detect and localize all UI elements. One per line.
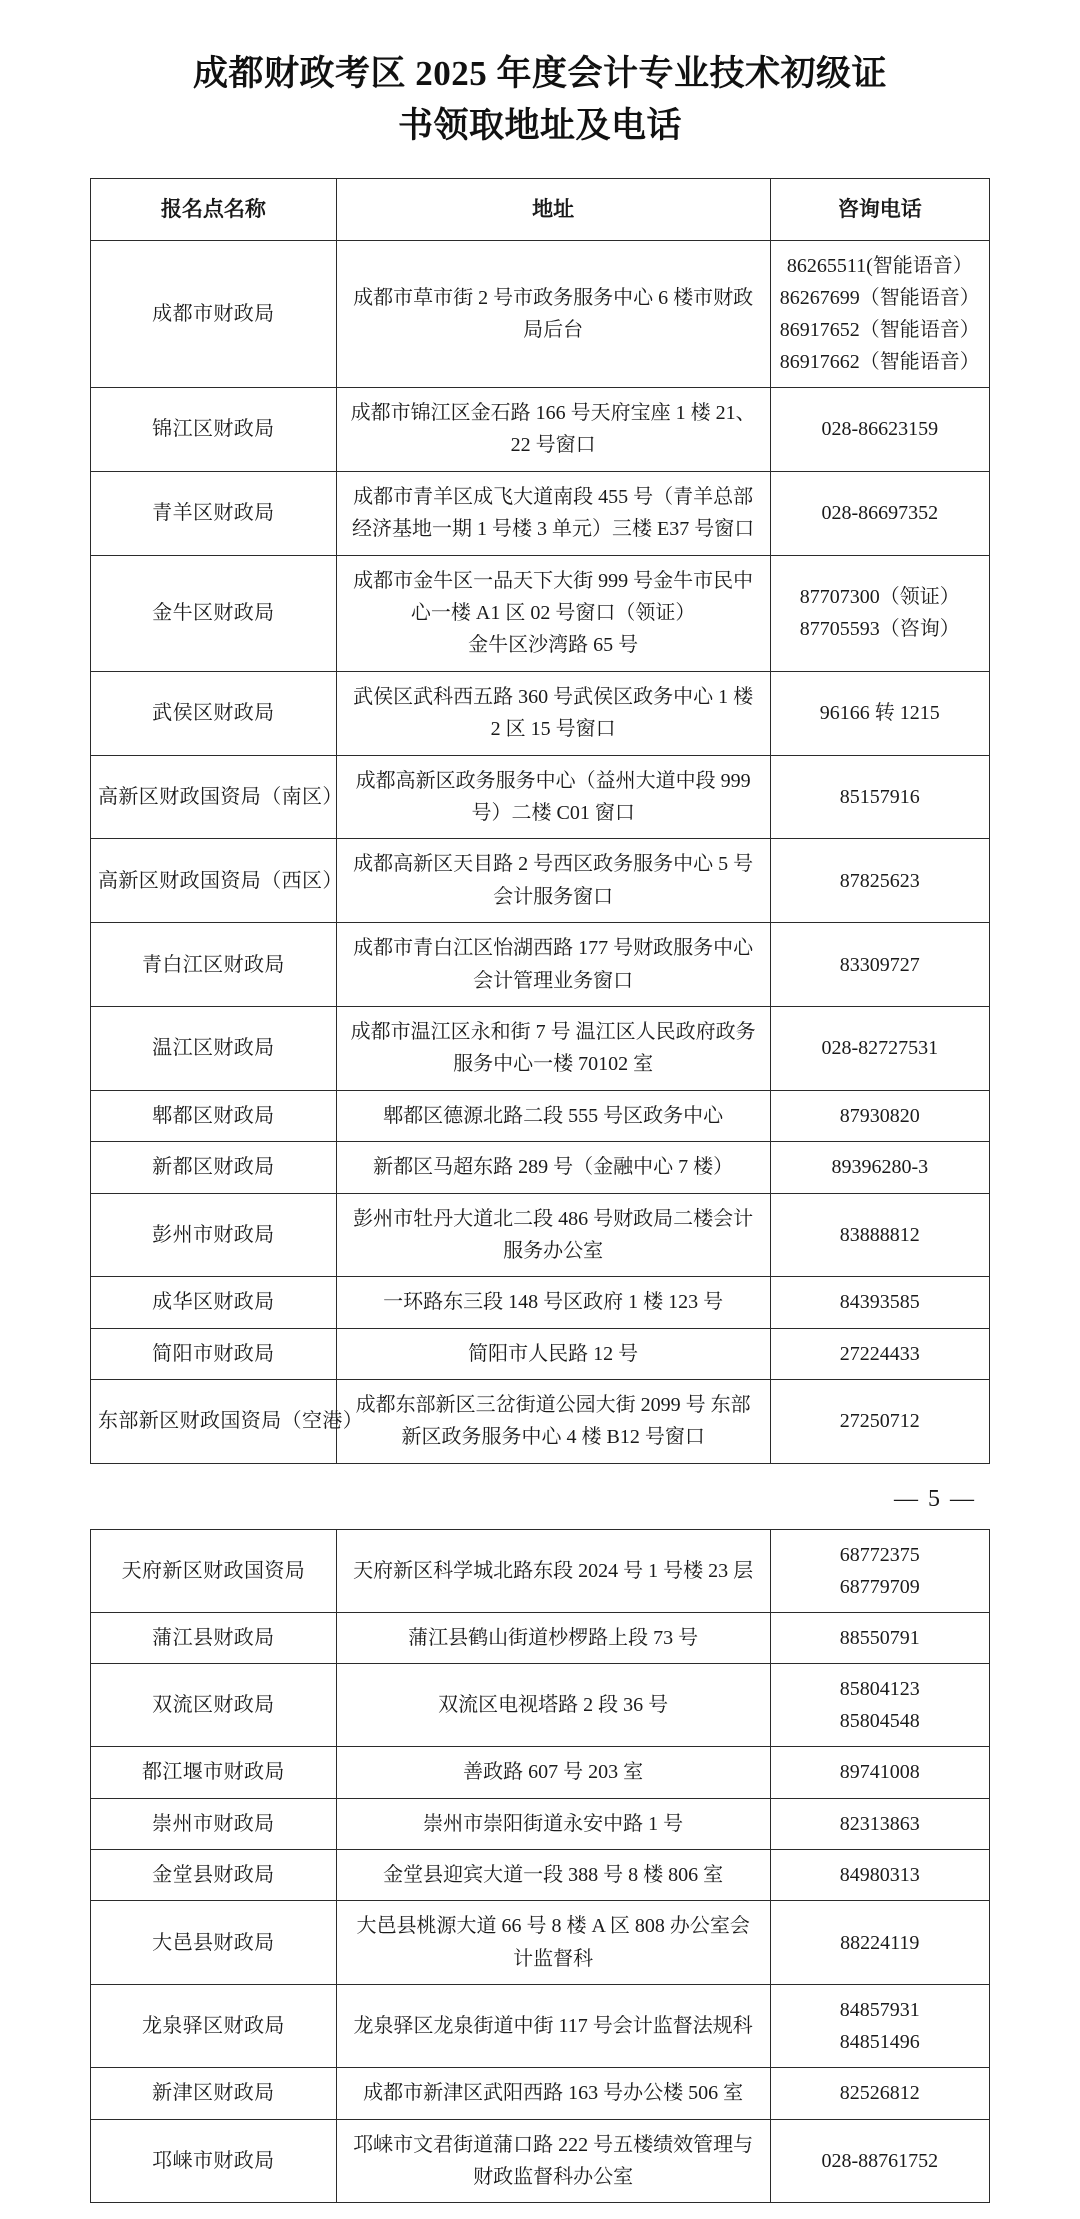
cell-registration-point-name: 邛崃市财政局 <box>91 2119 337 2203</box>
phone-number: 028-86623159 <box>821 418 939 441</box>
cell-registration-point-name: 彭州市财政局 <box>91 1193 337 1277</box>
page-title <box>140 0 940 152</box>
title-line-1: 成都财政考区 2025 年度会计专业技术初级证 <box>192 54 887 93</box>
cell-phone <box>770 1798 989 1849</box>
address-table-part-1-wrapper <box>90 178 990 1464</box>
cell-phone <box>770 1664 989 1747</box>
cell-address: 双流区电视塔路 2 段 36 号 <box>336 1664 770 1747</box>
table-row <box>91 1901 990 1985</box>
phone-number: 028-88761752 <box>821 2149 939 2172</box>
table-row <box>91 1006 990 1090</box>
cell-address: 成都市金牛区一品天下大街 999 号金牛市民中心一楼 A1 区 02 号窗口（领证） 金牛区沙湾路 65 号 <box>336 555 770 671</box>
cell-address: 武侯区武科西五路 360 号武侯区政务中心 1 楼 2 区 15 号窗口 <box>336 671 770 755</box>
cell-phone <box>770 471 989 555</box>
cell-address: 成都市新津区武阳西路 163 号办公楼 506 室 <box>336 2068 770 2119</box>
table-row <box>91 1664 990 1747</box>
cell-address: 新都区马超东路 289 号（金融中心 7 楼） <box>336 1142 770 1193</box>
cell-address: 龙泉驿区龙泉街道中街 117 号会计监督法规科 <box>336 1985 770 2068</box>
page-number: — 5 — <box>894 1485 976 1512</box>
cell-registration-point-name: 金牛区财政局 <box>91 555 337 671</box>
phone-number: 82526812 <box>839 2082 920 2105</box>
cell-address: 成都高新区政务服务中心（益州大道中段 999 号）二楼 C01 窗口 <box>336 755 770 839</box>
table-row <box>91 2119 990 2203</box>
column-header-phone: 咨询电话 <box>770 178 989 241</box>
phone-number: 89396280-3 <box>831 1156 929 1179</box>
cell-registration-point-name: 双流区财政局 <box>91 1664 337 1747</box>
cell-registration-point-name: 蒲江县财政局 <box>91 1612 337 1663</box>
cell-address: 蒲江县鹤山街道杪椤路上段 73 号 <box>336 1612 770 1663</box>
table-row <box>91 388 990 472</box>
phone-number: 028-86697352 <box>821 502 939 525</box>
cell-registration-point-name: 高新区财政国资局（西区） <box>91 839 337 923</box>
table-row <box>91 671 990 755</box>
phone-number: 88224119 <box>840 1931 920 1954</box>
phone-number: 84980313 <box>839 1864 920 1887</box>
table-row <box>91 1328 990 1379</box>
cell-registration-point-name: 高新区财政国资局（南区） <box>91 755 337 839</box>
cell-phone <box>770 241 989 388</box>
cell-phone <box>770 1193 989 1277</box>
cell-address: 崇州市崇阳街道永安中路 1 号 <box>336 1798 770 1849</box>
cell-phone <box>770 388 989 472</box>
cell-address: 简阳市人民路 12 号 <box>336 1328 770 1379</box>
phone-number: 68772375 <box>839 1543 920 1566</box>
cell-phone <box>770 755 989 839</box>
phone-number: 87930820 <box>839 1104 920 1127</box>
phone-number: 87707300（领证） <box>799 586 960 609</box>
cell-address: 成都市草市街 2 号市政务服务中心 6 楼市财政局后台 <box>336 241 770 388</box>
cell-phone <box>770 1901 989 1985</box>
cell-registration-point-name: 崇州市财政局 <box>91 1798 337 1849</box>
cell-registration-point-name: 天府新区财政国资局 <box>91 1529 337 1612</box>
table-row <box>91 1985 990 2068</box>
phone-number: 86917652（智能语音） <box>779 319 980 342</box>
table-row <box>91 1850 990 1901</box>
cell-registration-point-name: 简阳市财政局 <box>91 1328 337 1379</box>
table-body-part-2 <box>91 1529 990 2203</box>
table-row <box>91 1277 990 1328</box>
cell-address: 成都东部新区三岔街道公园大街 2099 号 东部新区政务服务中心 4 楼 B12 号窗口 <box>336 1380 770 1464</box>
cell-registration-point-name: 成都市财政局 <box>91 241 337 388</box>
table-row <box>91 2068 990 2119</box>
cell-phone <box>770 1529 989 1612</box>
cell-phone <box>770 839 989 923</box>
table-body-part-1 <box>91 241 990 1464</box>
column-header-name: 报名点名称 <box>91 178 337 241</box>
phone-number: 85157916 <box>839 786 920 808</box>
table-row <box>91 471 990 555</box>
cell-registration-point-name: 锦江区财政局 <box>91 388 337 472</box>
cell-registration-point-name: 新津区财政局 <box>91 2068 337 2119</box>
cell-address: 成都市青白江区怡湖西路 177 号财政服务中心会计管理业务窗口 <box>336 923 770 1007</box>
table-header-row <box>91 178 990 241</box>
cell-address: 成都市青羊区成飞大道南段 455 号（青羊总部经济基地一期 1 号楼 3 单元）三楼 E37 号窗口 <box>336 471 770 555</box>
address-table-part-1 <box>90 178 990 1464</box>
cell-address: 大邑县桃源大道 66 号 8 楼 A 区 808 办公室会计监督科 <box>336 1901 770 1985</box>
table-row <box>91 241 990 388</box>
cell-address: 善政路 607 号 203 室 <box>336 1747 770 1798</box>
cell-registration-point-name: 东部新区财政国资局（空港） <box>91 1380 337 1464</box>
cell-registration-point-name: 青白江区财政局 <box>91 923 337 1007</box>
cell-phone <box>770 923 989 1007</box>
phone-number: 85804123 <box>839 1678 920 1701</box>
phone-number: 27224433 <box>839 1342 920 1365</box>
phone-number: 82313863 <box>839 1812 920 1835</box>
cell-phone <box>770 1328 989 1379</box>
cell-phone <box>770 2119 989 2203</box>
cell-address: 金堂县迎宾大道一段 388 号 8 楼 806 室 <box>336 1850 770 1901</box>
table-row <box>91 555 990 671</box>
cell-phone <box>770 1380 989 1464</box>
phone-number: 83309727 <box>839 953 920 976</box>
address-table-part-2 <box>90 1529 990 2204</box>
table-row <box>91 1090 990 1141</box>
cell-phone <box>770 1142 989 1193</box>
cell-address: 天府新区科学城北路东段 2024 号 1 号楼 23 层 <box>336 1529 770 1612</box>
phone-number: 86267699（智能语音） <box>779 287 980 310</box>
phone-number: 68779709 <box>839 1575 920 1598</box>
cell-registration-point-name: 郫都区财政局 <box>91 1090 337 1141</box>
table-row <box>91 1142 990 1193</box>
cell-phone <box>770 1612 989 1663</box>
table-row <box>91 1193 990 1277</box>
cell-registration-point-name: 成华区财政局 <box>91 1277 337 1328</box>
cell-address: 成都市锦江区金石路 166 号天府宝座 1 楼 21、22 号窗口 <box>336 388 770 472</box>
cell-registration-point-name: 新都区财政局 <box>91 1142 337 1193</box>
phone-number: 86917662（智能语音） <box>779 351 980 374</box>
cell-address: 邛崃市文君街道蒲口路 222 号五楼绩效管理与财政监督科办公室 <box>336 2119 770 2203</box>
phone-number: 84857931 <box>839 1999 920 2022</box>
phone-number: 028-82727531 <box>821 1037 939 1060</box>
cell-phone <box>770 2068 989 2119</box>
cell-phone <box>770 1985 989 2068</box>
cell-phone <box>770 1747 989 1798</box>
cell-address: 成都高新区天目路 2 号西区政务服务中心 5 号会计服务窗口 <box>336 839 770 923</box>
cell-address: 郫都区德源北路二段 555 号区政务中心 <box>336 1090 770 1141</box>
phone-number: 27250712 <box>839 1410 920 1433</box>
table-row <box>91 1747 990 1798</box>
cell-phone <box>770 1277 989 1328</box>
bottom-spacer <box>0 2203 1080 2219</box>
phone-number: 86265511(智能语音） <box>786 255 973 278</box>
table-row <box>91 1380 990 1464</box>
table-row <box>91 839 990 923</box>
table-row <box>91 755 990 839</box>
phone-number: 89741008 <box>839 1761 920 1784</box>
table-row <box>91 1612 990 1663</box>
cell-registration-point-name: 都江堰市财政局 <box>91 1747 337 1798</box>
table-row <box>91 1529 990 1612</box>
cell-registration-point-name: 龙泉驿区财政局 <box>91 1985 337 2068</box>
phone-number: 88550791 <box>839 1627 920 1650</box>
cell-registration-point-name: 大邑县财政局 <box>91 1901 337 1985</box>
cell-registration-point-name: 武侯区财政局 <box>91 671 337 755</box>
phone-number: 85804548 <box>839 1710 920 1733</box>
cell-registration-point-name: 青羊区财政局 <box>91 471 337 555</box>
cell-phone <box>770 1090 989 1141</box>
phone-number: 87705593（咨询） <box>799 618 960 641</box>
cell-address: 彭州市牡丹大道北二段 486 号财政局二楼会计服务办公室 <box>336 1193 770 1277</box>
table-row <box>91 1798 990 1849</box>
table-header <box>91 178 990 241</box>
table-row <box>91 923 990 1007</box>
phone-number: 84851496 <box>839 2031 920 2054</box>
cell-phone <box>770 1850 989 1901</box>
phone-number: 83888812 <box>839 1223 920 1246</box>
cell-phone <box>770 1006 989 1090</box>
cell-address: 成都市温江区永和街 7 号 温江区人民政府政务服务中心一楼 70102 室 <box>336 1006 770 1090</box>
address-table-part-2-wrapper <box>90 1529 990 2204</box>
cell-phone <box>770 555 989 671</box>
title-line-2: 书领取地址及电话 <box>397 105 682 145</box>
phone-number: 87825623 <box>839 869 920 892</box>
cell-registration-point-name: 温江区财政局 <box>91 1006 337 1090</box>
cell-phone <box>770 671 989 755</box>
cell-registration-point-name: 金堂县财政局 <box>91 1850 337 1901</box>
cell-address: 一环路东三段 148 号区政府 1 楼 123 号 <box>336 1277 770 1328</box>
column-header-address: 地址 <box>336 178 770 241</box>
phone-number: 96166 转 1215 <box>819 702 940 725</box>
phone-number: 84393585 <box>839 1291 920 1314</box>
